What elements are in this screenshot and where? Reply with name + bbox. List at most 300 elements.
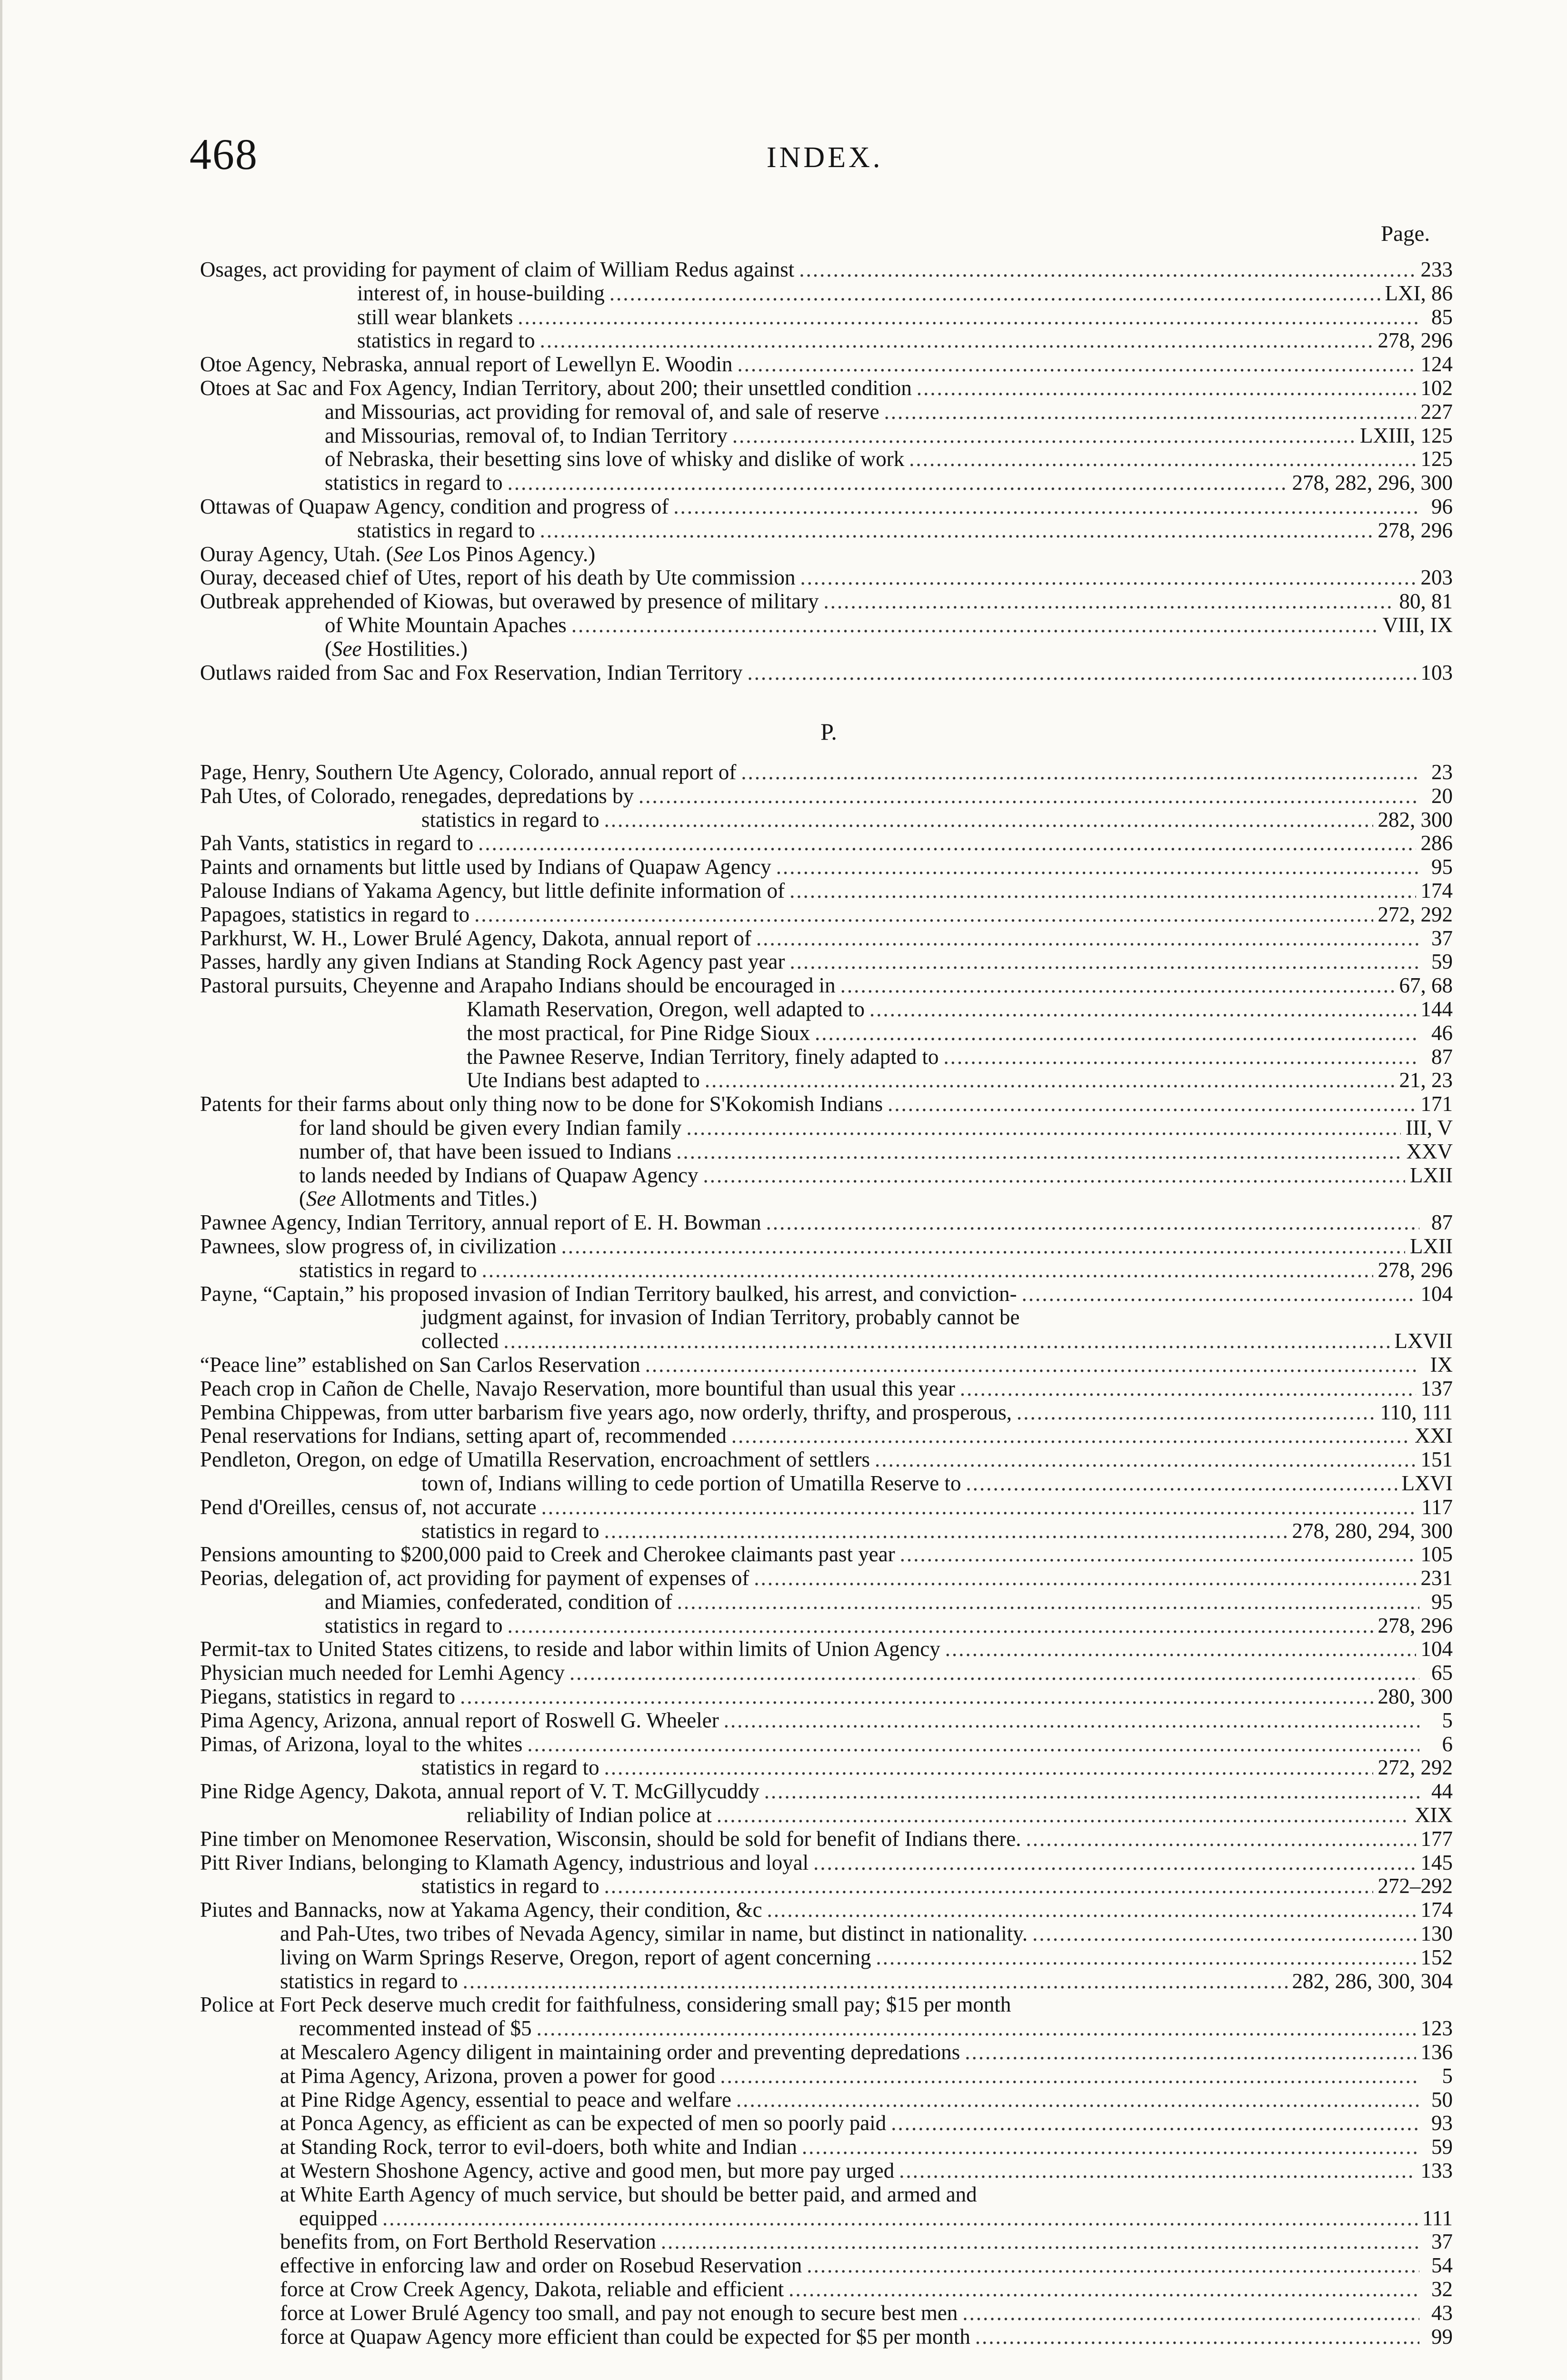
entry-page-ref: 144 xyxy=(1420,997,1453,1021)
entry-text: force at Crow Creek Agency, Dakota, reliable and efficient xyxy=(280,2277,784,2301)
entry-page-ref: 44 xyxy=(1431,1779,1453,1804)
entry-text: statistics in regard to xyxy=(299,1258,477,1282)
dot-leader xyxy=(813,1851,1416,1875)
index-entry xyxy=(200,447,1453,471)
dot-leader xyxy=(639,784,1419,808)
index-section-p xyxy=(200,761,1453,2349)
entry-text: reliability of Indian police at xyxy=(467,1803,712,1827)
entry-text: Ute Indians best adapted to xyxy=(467,1068,700,1092)
dot-leader xyxy=(482,1259,1373,1282)
dot-leader xyxy=(1022,1282,1416,1306)
index-entry xyxy=(200,2183,1453,2207)
entry-page-ref: 59 xyxy=(1431,2135,1453,2159)
entry-text: at Ponca Agency, as efficient as can be expected of men so poorly paid xyxy=(280,2111,887,2135)
index-entry xyxy=(200,1353,1453,1377)
dot-leader xyxy=(673,495,1419,519)
dot-leader xyxy=(738,353,1416,377)
index-entry xyxy=(200,1045,1453,1069)
index-entry xyxy=(200,1282,1453,1306)
index-entry xyxy=(200,1401,1453,1425)
index-section-o xyxy=(200,258,1453,684)
index-entry xyxy=(200,1590,1453,1614)
index-entry xyxy=(200,495,1453,519)
entry-text: Pensions amounting to $200,000 paid to Creek and Cherokee claimants past year xyxy=(200,1542,895,1567)
entry-text: Ouray, deceased chief of Utes, report of his death by Ute commission xyxy=(200,565,796,590)
dot-leader xyxy=(884,400,1416,424)
entry-page-ref: 6 xyxy=(1442,1732,1453,1756)
entry-page-ref: LXII xyxy=(1410,1234,1453,1258)
index-entry xyxy=(200,2041,1453,2064)
dot-leader xyxy=(645,1353,1419,1377)
index-entry xyxy=(200,2278,1453,2301)
entry-page-ref: 286 xyxy=(1420,831,1453,855)
index-entry xyxy=(200,258,1453,282)
entry-page-ref: 32 xyxy=(1431,2277,1453,2301)
dot-leader xyxy=(676,1140,1401,1164)
entry-text: collected xyxy=(421,1329,499,1353)
index-entry xyxy=(200,1092,1453,1116)
entry-text: Pah Utes, of Colorado, renegades, depredations by xyxy=(200,783,634,808)
entry-text: Patents for their farms about only thing now to be done for S'Kokomish Indians xyxy=(200,1092,883,1116)
entry-text: statistics in regard to xyxy=(357,328,535,353)
dot-leader xyxy=(474,903,1373,927)
dot-leader xyxy=(604,1874,1373,1898)
index-entry xyxy=(200,974,1453,998)
entry-text: Passes, hardly any given Indians at Standing Rock Agency past year xyxy=(200,950,785,974)
entry-text: statistics in regard to xyxy=(421,807,599,832)
index-entry xyxy=(200,950,1453,974)
entry-page-ref: LXVII xyxy=(1394,1329,1453,1353)
index-entry xyxy=(200,400,1453,424)
entry-text: Pitt River Indians, belonging to Klamath Agency, industrious and loyal xyxy=(200,1850,809,1874)
dot-leader xyxy=(478,832,1416,855)
index-entry xyxy=(200,1780,1453,1804)
entry-text: Outbreak apprehended of Kiowas, but overawed by presence of military xyxy=(200,589,819,614)
entry-page-ref: 96 xyxy=(1431,494,1453,518)
entry-text: statistics in regard to xyxy=(325,1613,503,1637)
entry-page-ref: 50 xyxy=(1431,2087,1453,2112)
entry-text: statistics in regard to xyxy=(421,1755,599,1780)
dot-leader xyxy=(965,2041,1416,2064)
dot-leader xyxy=(776,855,1419,879)
entry-page-ref: 104 xyxy=(1420,1281,1453,1306)
entry-page-ref: 46 xyxy=(1431,1021,1453,1045)
entry-text: Peorias, delegation of, act providing for payment of expenses of xyxy=(200,1566,749,1590)
dot-leader xyxy=(1026,1827,1416,1851)
entry-page-ref: 67, 68 xyxy=(1399,973,1453,998)
index-entry xyxy=(200,1069,1453,1092)
index-entry xyxy=(200,1685,1453,1709)
dot-leader xyxy=(962,2301,1419,2325)
index-entry xyxy=(200,637,1453,661)
entry-text: Pendleton, Oregon, on edge of Umatilla Reservation, encroachment of settlers xyxy=(200,1448,870,1472)
index-entry xyxy=(200,1140,1453,1164)
index-entry xyxy=(200,353,1453,377)
dot-leader xyxy=(899,2159,1416,2183)
entry-page-ref: 125 xyxy=(1420,447,1453,471)
dot-leader xyxy=(508,1614,1373,1638)
entry-text: statistics in regard to xyxy=(421,1518,599,1543)
entry-page-ref: 177 xyxy=(1420,1826,1453,1851)
dot-leader xyxy=(815,1021,1419,1045)
index-entry xyxy=(200,1614,1453,1638)
entry-page-ref: 124 xyxy=(1420,352,1453,377)
index-entry xyxy=(200,519,1453,543)
dot-leader xyxy=(788,2278,1419,2301)
index-entry xyxy=(200,471,1453,495)
index-entry xyxy=(200,2135,1453,2159)
index-entry xyxy=(200,2254,1453,2278)
index-entry xyxy=(200,2230,1453,2254)
entry-page-ref: IX xyxy=(1430,1352,1453,1377)
index-entry xyxy=(200,377,1453,400)
dot-leader xyxy=(824,590,1395,614)
entry-page-ref: 278, 280, 294, 300 xyxy=(1292,1518,1453,1543)
index-entry xyxy=(200,1661,1453,1685)
dot-leader xyxy=(731,1424,1410,1448)
entry-text: and Missourias, removal of, to Indian Territory xyxy=(325,423,728,447)
dot-leader xyxy=(720,2064,1419,2088)
dot-leader xyxy=(909,447,1416,471)
entry-text: statistics in regard to xyxy=(357,518,535,542)
dot-leader xyxy=(736,2088,1419,2112)
index-entry xyxy=(200,1543,1453,1567)
index-entry xyxy=(200,1851,1453,1875)
entry-text: (See Hostilities.) xyxy=(325,636,468,661)
entry-text: Otoes at Sac and Fox Agency, Indian Territory, about 200; their unsettled condition xyxy=(200,376,912,400)
entry-page-ref: 95 xyxy=(1431,1589,1453,1614)
index-entry xyxy=(200,2301,1453,2325)
index-entry xyxy=(200,2207,1453,2231)
index-entry xyxy=(200,543,1453,566)
entry-page-ref: 111 xyxy=(1422,2206,1453,2230)
dot-leader xyxy=(754,1567,1416,1590)
entry-text: Piegans, statistics in regard to xyxy=(200,1685,456,1709)
entry-page-ref: 99 xyxy=(1431,2324,1453,2349)
index-entry xyxy=(200,2112,1453,2135)
index-entry xyxy=(200,2017,1453,2041)
entry-page-ref: 133 xyxy=(1420,2159,1453,2183)
dot-leader xyxy=(561,1235,1405,1259)
index-entry xyxy=(200,282,1453,306)
entry-text: Ouray Agency, Utah. (See Los Pinos Agency.) xyxy=(200,542,596,566)
dot-leader xyxy=(541,1496,1417,1519)
index-entry xyxy=(200,903,1453,927)
entry-text: and Pah-Utes, two tribes of Nevada Agency, similar in name, but distinct in nationality. xyxy=(280,1922,1028,1946)
entry-text: force at Quapaw Agency more efficient than could be expected for $5 per month xyxy=(280,2324,970,2349)
entry-page-ref: 87 xyxy=(1431,1210,1453,1235)
entry-text: Outlaws raided from Sac and Fox Reservation, Indian Territory xyxy=(200,660,743,684)
entry-page-ref: 227 xyxy=(1420,399,1453,424)
entry-page-ref: 123 xyxy=(1420,2016,1453,2041)
index-entry xyxy=(200,1164,1453,1188)
index-entry xyxy=(200,1874,1453,1898)
entry-page-ref: 136 xyxy=(1420,2040,1453,2064)
index-entry xyxy=(200,1211,1453,1235)
dot-leader xyxy=(537,2017,1416,2041)
entry-text: for land should be given every Indian family xyxy=(299,1115,682,1140)
index-entry xyxy=(200,1970,1453,1993)
dot-leader xyxy=(800,566,1416,590)
entry-text: statistics in regard to xyxy=(421,1874,599,1898)
index-entry xyxy=(200,832,1453,855)
entry-page-ref: 59 xyxy=(1431,950,1453,974)
page-number: 468 xyxy=(190,130,258,178)
dot-leader xyxy=(888,1092,1416,1116)
entry-page-ref: 65 xyxy=(1431,1661,1453,1685)
index-entry xyxy=(200,761,1453,784)
entry-text: Pah Vants, statistics in regard to xyxy=(200,831,474,855)
entry-page-ref: 278, 296 xyxy=(1377,328,1453,353)
entry-text: Payne, “Captain,” his proposed invasion of Indian Territory baulked, his arrest, and conviction- xyxy=(200,1281,1017,1306)
index-entry xyxy=(200,1424,1453,1448)
index-entry xyxy=(200,2064,1453,2088)
index-entry xyxy=(200,1306,1453,1329)
entry-text: statistics in regard to xyxy=(280,1969,458,1993)
dot-leader xyxy=(687,1116,1401,1140)
dot-leader xyxy=(944,1045,1420,1069)
dot-leader xyxy=(741,761,1419,784)
dot-leader xyxy=(766,1211,1419,1235)
entry-page-ref: III, V xyxy=(1405,1115,1453,1140)
index-entry xyxy=(200,1377,1453,1401)
entry-text: Paints and ornaments but little used by Indians of Quapaw Agency xyxy=(200,855,771,879)
entry-text: Klamath Reservation, Oregon, well adapted to xyxy=(467,997,865,1021)
entry-page-ref: 171 xyxy=(1420,1092,1453,1116)
dot-leader xyxy=(1017,1401,1376,1425)
entry-text: still wear blankets xyxy=(357,305,513,329)
entry-text: Otoe Agency, Nebraska, annual report of Lewellyn E. Woodin xyxy=(200,352,733,377)
dot-leader xyxy=(767,1898,1416,1922)
dot-leader xyxy=(677,1590,1419,1614)
entry-text: at Western Shoshone Agency, active and good men, but more pay urged xyxy=(280,2159,895,2183)
entry-text: Penal reservations for Indians, setting apart of, recommended xyxy=(200,1424,727,1448)
index-entry xyxy=(200,1116,1453,1140)
index-entry xyxy=(200,784,1453,808)
index-entry xyxy=(200,1993,1453,2017)
dot-leader xyxy=(724,1709,1419,1733)
index-entry xyxy=(200,1827,1453,1851)
index-entry xyxy=(200,1496,1453,1519)
index-entry xyxy=(200,329,1453,353)
entry-text: Papagoes, statistics in regard to xyxy=(200,902,470,926)
dot-leader xyxy=(540,329,1373,353)
entry-page-ref: 102 xyxy=(1420,376,1453,400)
entry-page-ref: 95 xyxy=(1431,855,1453,879)
entry-text: Pine Ridge Agency, Dakota, annual report of V. T. McGillycuddy xyxy=(200,1779,759,1804)
entry-page-ref: LXI, 86 xyxy=(1385,281,1453,305)
index-entry xyxy=(200,2325,1453,2349)
dot-leader xyxy=(747,661,1416,685)
entry-page-ref: 54 xyxy=(1431,2253,1453,2278)
entry-text: Ottawas of Quapaw Agency, condition and progress of xyxy=(200,494,669,518)
entry-page-ref: 93 xyxy=(1431,2111,1453,2135)
entry-text: of Nebraska, their besetting sins love of whisky and dislike of work xyxy=(325,447,905,471)
dot-leader xyxy=(789,879,1416,903)
entry-text: equipped xyxy=(299,2206,378,2230)
index-entry xyxy=(200,1259,1453,1282)
dot-leader xyxy=(518,306,1419,329)
index-entry xyxy=(200,1187,1453,1211)
dot-leader xyxy=(382,2207,1417,2231)
entry-text: at Standing Rock, terror to evil-doers, both white and Indian xyxy=(280,2135,797,2159)
entry-text: recommented instead of $5 xyxy=(299,2016,532,2041)
entry-text: and Missourias, act providing for removal of, and sale of reserve xyxy=(325,399,879,424)
index-entry xyxy=(200,1567,1453,1590)
index-entry xyxy=(200,1804,1453,1827)
entry-page-ref: 23 xyxy=(1431,760,1453,784)
index-entry xyxy=(200,808,1453,832)
dot-leader xyxy=(975,2325,1419,2349)
section-letter-p: P. xyxy=(820,718,837,745)
dot-leader xyxy=(569,1661,1419,1685)
index-entry xyxy=(200,1756,1453,1780)
dot-leader xyxy=(840,974,1395,998)
dot-leader xyxy=(460,1685,1373,1709)
dot-leader xyxy=(540,519,1373,543)
entry-text: judgment against, for invasion of Indian Territory, probably cannot be xyxy=(421,1305,1020,1329)
entry-page-ref: 20 xyxy=(1431,783,1453,808)
entry-text: at Mescalero Agency diligent in maintaining order and preventing depredations xyxy=(280,2040,960,2064)
dot-leader xyxy=(604,1756,1373,1780)
entry-page-ref: 282, 286, 300, 304 xyxy=(1292,1969,1453,1993)
entry-page-ref: XIX xyxy=(1415,1803,1453,1827)
dot-leader xyxy=(891,2112,1419,2135)
index-entry xyxy=(200,1472,1453,1496)
index-entry xyxy=(200,614,1453,637)
entry-page-ref: XXV xyxy=(1406,1139,1453,1163)
dot-leader xyxy=(802,2135,1419,2159)
entry-text: the Pawnee Reserve, Indian Territory, finely adapted to xyxy=(467,1044,939,1069)
index-entry xyxy=(200,1709,1453,1733)
dot-leader xyxy=(703,1164,1406,1188)
entry-text: number of, that have been issued to Indians xyxy=(299,1139,672,1163)
index-entry xyxy=(200,879,1453,903)
entry-page-ref: 37 xyxy=(1431,2230,1453,2254)
index-entry xyxy=(200,1733,1453,1756)
dot-leader xyxy=(960,1377,1416,1401)
index-entry xyxy=(200,1637,1453,1661)
entry-text: (See Allotments and Titles.) xyxy=(299,1187,538,1211)
entry-text: Physician much needed for Lemhi Agency xyxy=(200,1661,565,1685)
entry-page-ref: 174 xyxy=(1420,1898,1453,1922)
index-entry xyxy=(200,1235,1453,1259)
index-entry xyxy=(200,1329,1453,1353)
page-edge-shadow xyxy=(0,0,2,2380)
entry-page-ref: 278, 296 xyxy=(1377,1258,1453,1282)
entry-page-ref: LXII xyxy=(1410,1163,1453,1187)
entry-text: the most practical, for Pine Ridge Sioux xyxy=(467,1021,810,1045)
entry-page-ref: 174 xyxy=(1420,878,1453,902)
entry-page-ref: 233 xyxy=(1420,258,1453,281)
entry-page-ref: 145 xyxy=(1420,1850,1453,1874)
entry-text: Osages, act providing for payment of claim of William Redus against xyxy=(200,258,795,281)
entry-text: Pend d'Oreilles, census of, not accurate xyxy=(200,1495,537,1519)
entry-text: Permit-tax to United States citizens, to reside and labor within limits of Union Agency xyxy=(200,1637,940,1661)
entry-page-ref: 85 xyxy=(1431,305,1453,329)
dot-leader xyxy=(571,614,1378,637)
entry-text: Pimas, of Arizona, loyal to the whites xyxy=(200,1732,523,1756)
entry-page-ref: 231 xyxy=(1420,1566,1453,1590)
index-entry xyxy=(200,1519,1453,1543)
entry-page-ref: 43 xyxy=(1431,2301,1453,2325)
entry-page-ref: 280, 300 xyxy=(1377,1685,1453,1709)
entry-text: Peach crop in Cañon de Chelle, Navajo Reservation, more bountiful than usual this year xyxy=(200,1376,955,1400)
entry-page-ref: 105 xyxy=(1420,1542,1453,1567)
index-entry xyxy=(200,590,1453,614)
entry-text: Pine timber on Menomonee Reservation, Wisconsin, should be sold for benefit of Indians there. xyxy=(200,1826,1021,1851)
index-entry xyxy=(200,661,1453,685)
entry-text: Pima Agency, Arizona, annual report of Roswell G. Wheeler xyxy=(200,1708,719,1732)
index-entry xyxy=(200,566,1453,590)
entry-page-ref: 110, 111 xyxy=(1380,1400,1453,1424)
index-entry xyxy=(200,306,1453,329)
dot-leader xyxy=(807,2254,1419,2278)
dot-leader xyxy=(756,927,1419,951)
entry-page-ref: 151 xyxy=(1420,1448,1453,1472)
index-entry xyxy=(200,1922,1453,1946)
entry-page-ref: LXVI xyxy=(1401,1471,1453,1495)
entry-text: Parkhurst, W. H., Lower Brulé Agency, Dakota, annual report of xyxy=(200,926,752,950)
entry-page-ref: 272, 292 xyxy=(1377,1755,1453,1780)
entry-text: Pembina Chippewas, from utter barbarism five years ago, now orderly, thrifty, and prosperous, xyxy=(200,1400,1012,1424)
page-title: INDEX. xyxy=(767,141,883,174)
dot-leader xyxy=(604,808,1373,832)
entry-text: Piutes and Bannacks, now at Yakama Agency, their condition, &c xyxy=(200,1898,762,1922)
entry-text: statistics in regard to xyxy=(325,471,503,495)
entry-page-ref: 117 xyxy=(1421,1495,1453,1519)
entry-page-ref: 5 xyxy=(1442,1708,1453,1732)
dot-leader xyxy=(705,1069,1395,1092)
dot-leader xyxy=(508,471,1288,495)
index-entry xyxy=(200,1448,1453,1472)
entry-page-ref: 282, 300 xyxy=(1377,807,1453,832)
entry-text: at Pine Ridge Agency, essential to peace and welfare xyxy=(280,2087,731,2112)
entry-text: and Miamies, confederated, condition of xyxy=(325,1589,672,1614)
index-entry xyxy=(200,855,1453,879)
dot-leader xyxy=(609,282,1380,306)
dot-leader xyxy=(790,950,1420,974)
entry-text: living on Warm Springs Reserve, Oregon, report of agent concerning xyxy=(280,1945,871,1969)
index-entry xyxy=(200,2159,1453,2183)
entry-text: interest of, in house-building xyxy=(357,281,605,305)
dot-leader xyxy=(917,377,1416,400)
entry-text: “Peace line” established on San Carlos Reservation xyxy=(200,1352,640,1377)
entry-page-ref: 272–292 xyxy=(1377,1874,1453,1898)
entry-text: Palouse Indians of Yakama Agency, but little definite information of xyxy=(200,878,785,902)
entry-page-ref: VIII, IX xyxy=(1382,613,1453,637)
entry-page-ref: XXI xyxy=(1415,1424,1453,1448)
dot-leader xyxy=(717,1804,1410,1827)
dot-leader xyxy=(1032,1922,1416,1946)
entry-page-ref: 137 xyxy=(1420,1376,1453,1400)
entry-text: Police at Fort Peck deserve much credit for faithfulness, considering small pay; $15 per month xyxy=(200,1993,1011,2017)
dot-leader xyxy=(869,998,1416,1021)
index-entry xyxy=(200,927,1453,951)
entry-text: at Pima Agency, Arizona, proven a power for good xyxy=(280,2063,716,2088)
entry-page-ref: 104 xyxy=(1420,1637,1453,1661)
dot-leader xyxy=(900,1543,1416,1567)
dot-leader xyxy=(661,2230,1419,2254)
dot-leader xyxy=(799,258,1416,282)
entry-text: Pawnees, slow progress of, in civilization xyxy=(200,1234,557,1258)
index-entry xyxy=(200,424,1453,448)
entry-page-ref: 272, 292 xyxy=(1377,902,1453,926)
entry-page-ref: 103 xyxy=(1420,660,1453,684)
index-entry xyxy=(200,1021,1453,1045)
page-column-heading: Page. xyxy=(1381,221,1430,246)
entry-page-ref: 203 xyxy=(1420,565,1453,590)
